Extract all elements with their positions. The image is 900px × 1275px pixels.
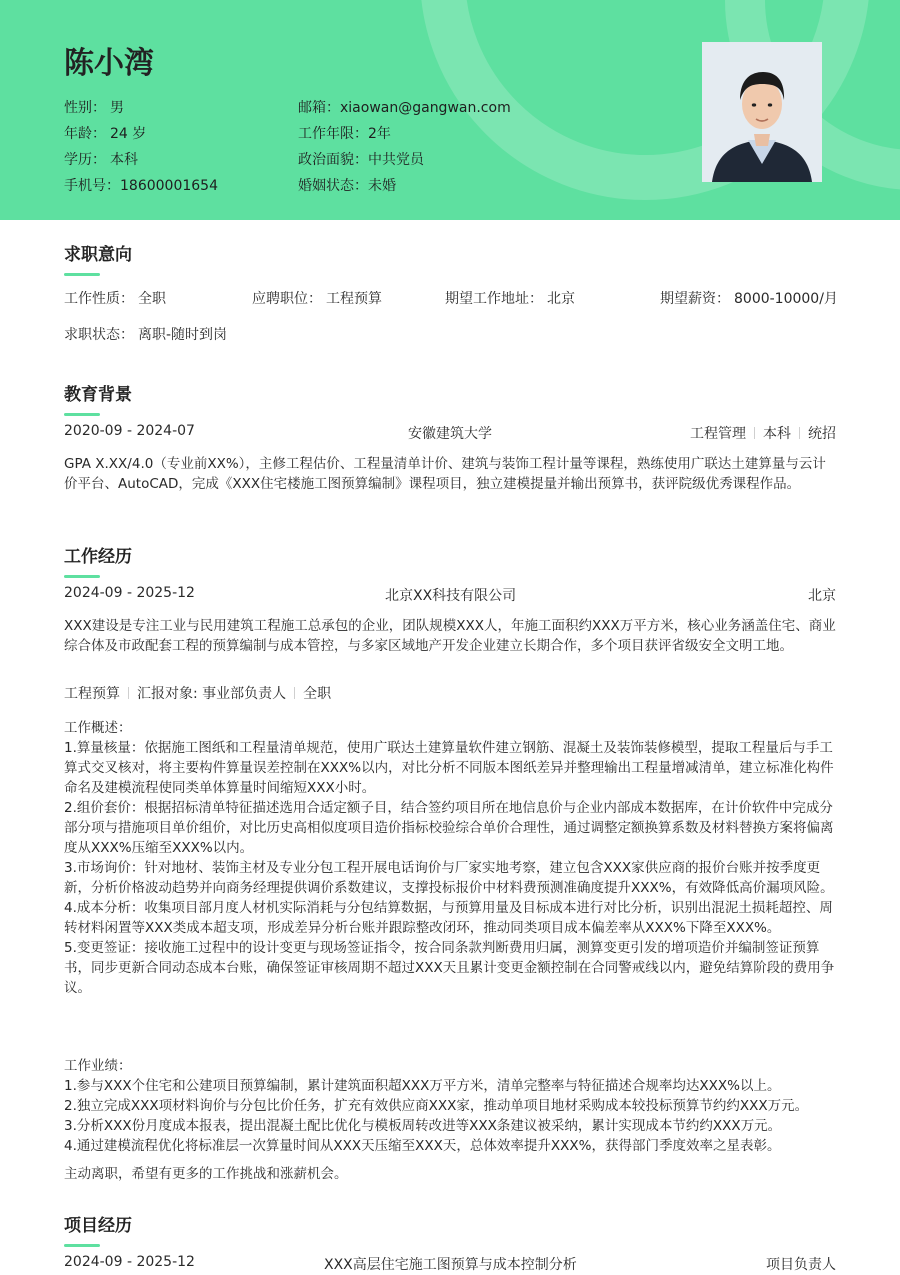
work-section [64, 542, 836, 578]
achievement-item: 3.分析XXX份月度成本报表，提出混凝土配比优化与模板周转改进等XXX条建议被采纳，累计实现成本节约约XXX万元。 [64, 1118, 782, 1134]
achievements-title: 工作业绩： [64, 1058, 132, 1074]
age-info: 年龄： 24 岁 [64, 126, 147, 142]
intent-status-row: 求职状态： 离职-随时到岗 [64, 327, 228, 343]
title-underline [64, 413, 100, 416]
years-info: 工作年限：2年 [298, 126, 391, 142]
intent-section [64, 240, 836, 276]
political-info: 政治面貌：中共党员 [298, 152, 424, 168]
section-title: 项目经历 [64, 1216, 132, 1236]
project-row [64, 1254, 836, 1274]
achievement-item: 2.独立完成XXX项材料询价与分包比价任务，扩充有效供应商XXX家，推动单项目地材采购成本较投标预算节约约XXX万元。 [64, 1098, 809, 1114]
candidate-name: 陈小湾 [64, 46, 154, 81]
overview-item: 1.算量核量：依据施工图纸和工程量清单规范，使用广联达土建算量软件建立钢筋、混凝土及装饰装修模型，提取工程量后与手工算式交叉核对，将主要构件算量误差控制在XXX%以内，对比分析不同版本图纸差异并整理输出工程量增减清单，建立标准化构件命名及建模流程使同类单体算量时间缩短XXX小时。 [64, 740, 834, 796]
education-description: GPA X.XX/4.0（专业前XX%），主修工程估价、工程量清单计价、建筑与装饰工程计量等课程，熟练使用广联达土建算量与云计价平台、AutoCAD，完成《XXX住宅楼施工图预算编制》课程项目，独立建模提量并输出预算书，获评院级优秀课程作品。 [64, 456, 826, 492]
overview-item: 4.成本分析：收集项目部月度人材机实际消耗与分包结算数据，与预算用量及目标成本进行对比分析，识别出混泥土损耗超控、周转材料闲置等XXX类成本超支项，形成差异分析台账并跟踪整改闭环，推动同类项目成本偏差率从XXX%下降至XXX%。 [64, 900, 833, 936]
job-city: 期望工作地址： 北京 [445, 291, 575, 307]
work-row [64, 585, 836, 605]
overview-item: 5.变更签证：接收施工过程中的设计变更与现场签证指令，按合同条款判断费用归属，测算变更引发的增项造价并编制签证预算书，同步更新合同动态成本台账，确保签证审核周期不超过XXX天且累计变更金额控制在合同警戒线以内，避免结算阶段的费用争议。 [64, 940, 835, 996]
marital-info: 婚姻状态：未婚 [298, 178, 396, 194]
project-date: 2024-09 - 2025-12 [64, 1254, 195, 1270]
job-position: 应聘职位： 工程预算 [252, 291, 382, 307]
title-underline [64, 273, 100, 276]
title-underline [64, 1244, 100, 1247]
project-section [64, 1211, 836, 1247]
project-name: XXX高层住宅施工图预算与成本控制分析 [324, 1257, 577, 1273]
work-tags: 工程预算 汇报对象: 事业部负责人 全职 [64, 686, 332, 702]
overview-item: 2.组价套价：根据招标清单特征描述选用合适定额子目，结合签约项目所在地信息价与企业内部成本数据库，在计价软件中完成分部分项与措施项目单价组价，对比历史高相似度项目造价指标校验综合单价合理性，通过调整定额换算系数及材料替换方案将偏离度从XXX%压缩至XXX%以内。 [64, 800, 834, 856]
section-title: 工作经历 [64, 547, 132, 567]
job-salary: 期望薪资： 8000-10000/月 [660, 291, 838, 307]
education-info: 学历： 本科 [64, 152, 138, 168]
company-description: XXX建设是专注工业与民用建筑工程施工总承包的企业，团队规模XXX人，年施工面积约XXX万平方米，核心业务涵盖住宅、商业综合体及市政配套工程的预算编制与成本管控，与多家区域地产开发企业建立长期合作，多个项目获评省级安全文明工地。 [64, 618, 836, 654]
achievement-item: 1.参与XXX个住宅和公建项目预算编制，累计建筑面积超XXX万平方米，清单完整率与特征描述合规率均达XXX%以上。 [64, 1078, 781, 1094]
achievement-item: 4.通过建模流程优化将标准层一次算量时间从XXX天压缩至XXX天，总体效率提升XXX%，获得部门季度效率之星表彰。 [64, 1138, 781, 1154]
title-underline [64, 575, 100, 578]
section-title: 教育背景 [64, 385, 132, 405]
work-achievements [64, 1056, 836, 1156]
overview-item: 3.市场询价：针对地材、装饰主材及专业分包工程开展电话询价与厂家实地考察，建立包含XXX家供应商的报价台账并按季度更新，分析价格波动趋势并向商务经理提供调价系数建议，支撑投标报价中材料费预测准确度提升XXX%，有效降低高价漏项风险。 [64, 860, 834, 896]
avatar-portrait-icon [702, 42, 822, 182]
gender-info: 性别： 男 [64, 100, 124, 116]
work-date: 2024-09 - 2025-12 [64, 585, 195, 601]
education-tags: 工程管理 本科 统招 [690, 426, 836, 442]
education-row [64, 423, 836, 443]
leave-reason: 主动离职，希望有更多的工作挑战和涨薪机会。 [64, 1166, 348, 1182]
overview-title: 工作概述： [64, 720, 132, 736]
school-name: 安徽建筑大学 [408, 426, 492, 442]
email-info: 邮箱：xiaowan@gangwan.com [298, 100, 511, 116]
job-type: 工作性质： 全职 [64, 291, 166, 307]
section-title: 求职意向 [64, 245, 132, 265]
avatar-photo [702, 42, 822, 182]
profile-header [0, 0, 900, 220]
phone-info: 手机号：18600001654 [64, 178, 218, 194]
project-role: 项目负责人 [766, 1257, 836, 1273]
education-date: 2020-09 - 2024-07 [64, 423, 195, 439]
company-name: 北京XX科技有限公司 [385, 588, 517, 604]
work-city: 北京 [808, 588, 836, 604]
education-section [64, 380, 836, 416]
work-overview [64, 718, 836, 998]
